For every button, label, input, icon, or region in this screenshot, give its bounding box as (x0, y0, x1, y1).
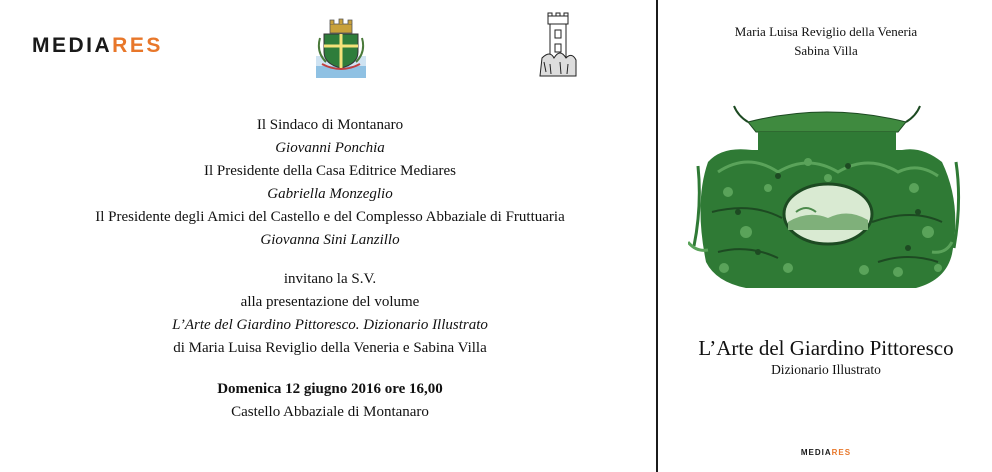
castle-tower-icon (536, 12, 580, 78)
cover-author: Sabina Villa (794, 43, 858, 58)
cover-subtitle: Dizionario Illustrato (771, 362, 881, 377)
montanaro-crest-icon (316, 16, 366, 78)
host-title-publisher: Il Presidente della Casa Editrice Mediares (204, 163, 456, 179)
mediares-logo (32, 34, 163, 58)
logo-part-media: MEDIA (32, 34, 113, 57)
event-date: Domenica 12 giugno 2016 ore 16,00 (217, 381, 443, 397)
logo-part-res: RES (831, 448, 852, 457)
cover-author: Maria Luisa Reviglio della Veneria (734, 24, 918, 39)
host-title-friends: Il Presidente degli Amici del Castello e del Complesso Abbaziale di Fruttuaria (95, 209, 565, 225)
host-name-publisher: Gabriella Monzeglio (267, 186, 393, 202)
logo-part-res: RES (112, 34, 163, 57)
ivy-garden-gate-illustration (688, 92, 966, 292)
book-title-line: L’Arte del Giardino Pittoresco. Dizionario Illustrato (172, 317, 488, 333)
host-name-mayor: Giovanni Ponchia (275, 140, 385, 156)
divider (656, 0, 658, 472)
cover-authors (660, 22, 992, 60)
hosts-block (0, 114, 660, 252)
invite-line: invitano la S.V. (283, 271, 377, 287)
invite-block (0, 268, 660, 360)
book-authors-line: di Maria Luisa Reviglio della Veneria e Sabina Villa (173, 340, 487, 356)
invite-line: alla presentazione del volume (240, 294, 420, 310)
host-title-mayor: Il Sindaco di Montanaro (256, 117, 404, 133)
cover-publisher-logo (660, 448, 992, 457)
logo-part-media: MEDIA (800, 448, 832, 457)
host-name-friends: Giovanna Sini Lanzillo (260, 232, 400, 248)
event-block (0, 378, 660, 424)
event-place: Castello Abbaziale di Montanaro (231, 404, 429, 420)
cover-title: L’Arte del Giardino Pittoresco (698, 336, 954, 360)
